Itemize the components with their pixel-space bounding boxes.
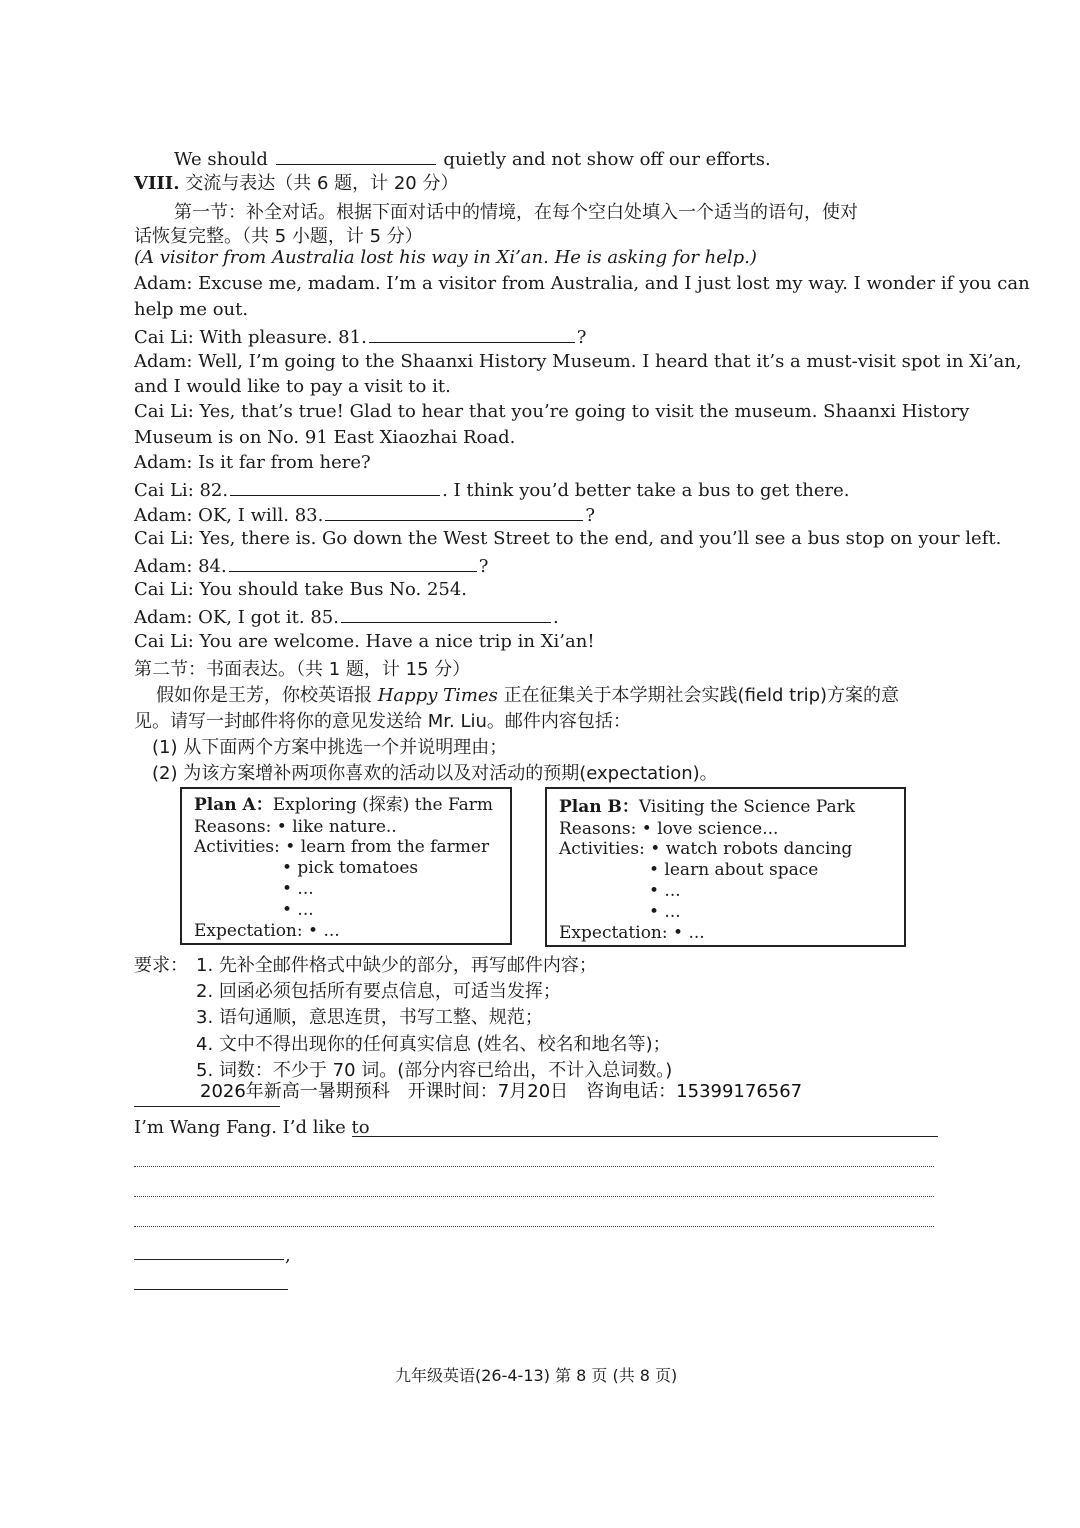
plan-a-activities: Activities: • learn from the farmer [194,837,490,857]
dialogue-line-82 [134,477,850,503]
dialogue-85-prefix: Adam: OK, I got it. 85. [134,607,339,628]
plan-a-label: Plan A： [194,795,273,815]
q80-suffix: quietly and not show off our efforts. [443,149,771,170]
dialogue-line-4: Adam: Well, I’m going to the Shaanxi History Museum. I heard that it’s a must-visit spot in Xi’an, [134,351,1022,372]
plan-b-activity-4: • ... [649,902,681,922]
dialogue-82-prefix: Cai Li: 82. [134,480,229,501]
q80-prefix: We should [174,149,268,170]
answer-blank-83[interactable] [325,502,583,521]
writing-line-4[interactable] [134,1226,934,1227]
q80-tail-line [174,146,771,172]
section-8-number: VIII. [134,173,180,194]
answer-blank-84[interactable] [229,553,477,572]
requirement-item-1: (1) 从下面两个方案中挑选一个并说明理由； [152,737,508,758]
plan-a-activity-3: • ... [282,879,314,899]
requirement-4: 4. 文中不得出现你的任何真实信息 (姓名、校名和地名等)； [196,1034,671,1055]
dialogue-line-2: help me out. [134,299,249,320]
newspaper-name: Happy Times [377,685,498,706]
dialogue-line-84 [134,553,488,579]
plan-a-expectation: Expectation: • ... [194,921,340,941]
answer-blank-82[interactable] [230,477,440,496]
plan-b-activity-2: • learn about space [649,860,819,880]
plan-b-box [545,787,906,947]
requirement-5: 5. 词数：不少于 70 词。(部分内容已给出，不计入总词数。) [196,1060,673,1081]
dialogue-line-6: Cai Li: Yes, that’s true! Glad to hear that you’re going to visit the museum. Shaanxi History [134,401,970,422]
part1-instruction-1: 第一节：补全对话。根据下面对话中的情境，在每个空白处填入一个适当的语句，使对 [174,202,858,223]
dialogue-line-13: Cai Li: You should take Bus No. 254. [134,579,468,600]
part2-paragraph-1 [156,681,899,707]
plan-a-reasons: Reasons: • like nature.. [194,817,397,837]
plan-b-title [559,797,855,817]
closing-comma: , [285,1245,291,1266]
part2-p1-start: 假如你是王芳，你校英语报 [156,685,372,706]
dialogue-line-11: Cai Li: Yes, there is. Go down the West Street to the end, and you’ll see a bus stop on your left. [134,528,1002,549]
dialogue-line-1: Adam: Excuse me, madam. I’m a visitor from Australia, and I just lost my way. I wonder if you can [134,273,1030,294]
requirement-1: 1. 先补全邮件格式中缺少的部分，再写邮件内容； [196,955,597,976]
part2-title: 第二节：书面表达。（共 1 题，计 15 分） [134,659,471,680]
dialogue-81-suffix: ? [576,327,587,348]
dialogue-line-81 [134,324,586,350]
closing-blank[interactable] [134,1259,284,1260]
answer-blank-85[interactable] [341,604,551,623]
q80-blank[interactable] [276,146,436,165]
writing-line-2[interactable] [134,1166,934,1167]
answer-blank-81[interactable] [369,324,575,343]
dialogue-83-suffix: ? [585,505,595,526]
plan-b-expectation: Expectation: • ... [559,923,705,943]
plan-a-box [180,787,512,945]
ad-banner: 2026年新高一暑期预科 开课时间：7月20日 咨询电话：15399176567 [200,1081,803,1102]
letter-opening: I’m Wang Fang. I’d like to [134,1117,370,1138]
plan-b-reasons: Reasons: • love science... [559,819,779,839]
dialogue-84-prefix: Adam: 84. [134,556,227,577]
writing-line-3[interactable] [134,1196,934,1197]
requirement-item-2: (2) 为该方案增补两项你喜欢的活动以及对活动的预期(expectation)。 [152,763,718,784]
plan-a-activity-4: • ... [282,900,314,920]
dialogue-line-7: Museum is on No. 91 East Xiaozhai Road. [134,427,516,448]
signature-blank[interactable] [134,1289,288,1290]
plan-b-activity-3: • ... [649,881,681,901]
dialogue-line-8: Adam: Is it far from here? [134,452,371,473]
plan-b-label: Plan B： [559,797,639,817]
requirement-3: 3. 语句通顺，意思连贯，书写工整、规范； [196,1007,543,1028]
dialogue-81-prefix: Cai Li: With pleasure. 81. [134,327,367,348]
requirement-2: 2. 回函必须包括所有要点信息，可适当发挥； [196,981,561,1002]
page-footer: 九年级英语(26-4-13) 第 8 页 (共 8 页) [395,1366,678,1385]
dialogue-82-suffix: . I think you’d better take a bus to get there. [442,480,850,501]
dialogue-line-15: Cai Li: You are welcome. Have a nice trip in Xi’an! [134,631,595,652]
section-8-title: 交流与表达（共 6 题，计 20 分） [185,173,459,194]
dialogue-line-83 [134,502,595,528]
section-8-heading [134,172,458,196]
dialogue-line-85 [134,604,559,630]
plan-b-name: Visiting the Science Park [638,797,856,817]
part1-instruction-2: 话恢复完整。（共 5 小题，计 5 分） [134,226,423,247]
part2-paragraph-2: 见。请写一封邮件将你的意见发送给 Mr. Liu。邮件内容包括： [134,711,631,732]
dialogue-line-5: and I would like to pay a visit to it. [134,376,451,397]
dialogue-85-suffix: . [552,607,559,628]
requirements-label: 要求： [134,955,188,976]
plan-a-name: Exploring (探索) the Farm [272,795,494,815]
salutation-blank[interactable] [134,1106,280,1107]
dialogue-83-prefix: Adam: OK, I will. 83. [134,505,324,526]
writing-line-1[interactable] [352,1136,938,1137]
plan-b-activities: Activities: • watch robots dancing [559,839,853,859]
dialogue-84-suffix: ? [478,556,489,577]
part2-p1-end: 正在征集关于本学期社会实践(field trip)方案的意 [503,685,900,706]
plan-a-activity-2: • pick tomatoes [282,858,419,878]
dialogue-scenario: (A visitor from Australia lost his way in Xi’an. He is asking for help.) [134,247,757,268]
plan-a-title [194,795,493,815]
